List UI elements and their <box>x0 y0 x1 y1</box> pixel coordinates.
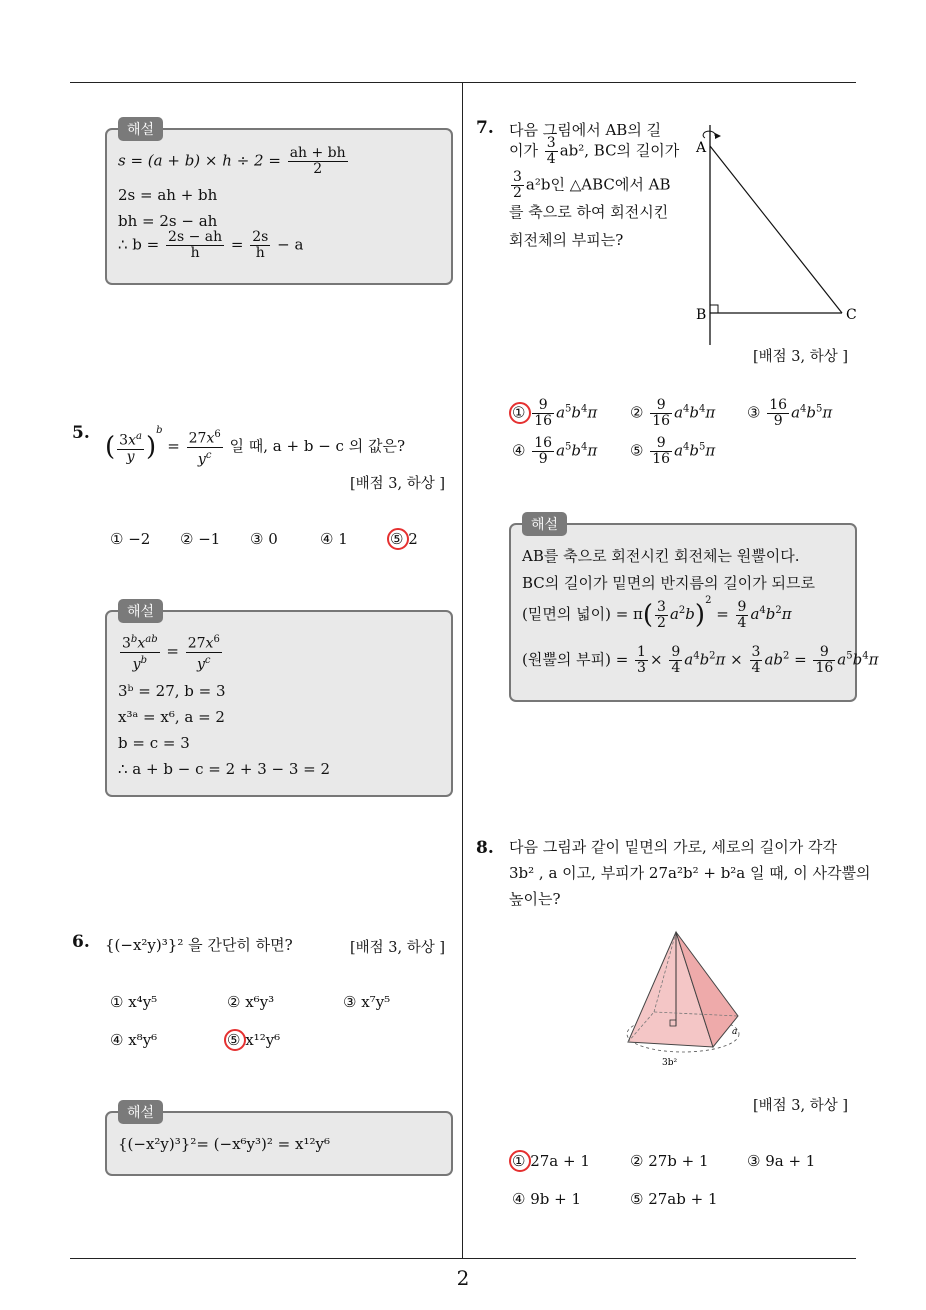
bottom-rule <box>70 1258 856 1259</box>
q8-label-3b2: 3b² <box>662 1058 678 1068</box>
column-divider <box>462 82 463 1259</box>
q5-sol-line1: $\frac{3^bx^{ab}}{y^b}$ = $\frac{27x^6}{y^c}$ <box>122 634 220 673</box>
q4-sol-line2: 2s = ah + bh <box>118 186 218 204</box>
q5-choice-3[interactable]: ③ 0 <box>250 530 278 548</box>
q8-label-a: a <box>732 1027 738 1037</box>
q6-question: {(−x²y)³}² 을 간단히 하면? <box>105 936 293 954</box>
q5-sol-line2: 3ᵇ = 27, b = 3 <box>118 682 226 700</box>
q8-line1: 다음 그림과 같이 밑면의 가로, 세로의 길이가 각각 <box>509 838 837 856</box>
q4-sol-line4: ∴ b = $\frac{2s - ah}{h}$ = $\frac{2s}{h}$ − a <box>118 229 304 261</box>
q4-solution-label: 해설 <box>118 117 163 141</box>
q7-points: [배점 3, 하상 ] <box>753 349 849 365</box>
q7-sol-line4: (원뿔의 부피) = $\frac{1}{3}$ × $\frac{9}{4}$ $a^4b^2\pi$ × $\frac{3}{4}$ $ab^2$ = $\frac{9}{16}$ $a^5b^4\pi$ <box>522 644 879 676</box>
q5-sol-line3: x³ᵃ = x⁶, a = 2 <box>118 708 225 726</box>
q5-sol-line5: ∴ a + b − c = 2 + 3 − 3 = 2 <box>118 760 331 778</box>
q7-answer-mark <box>509 402 531 424</box>
q4-solution-box <box>105 128 453 285</box>
q7-line3: $\frac{3}{2}$ a²b인 △ABC에서 AB <box>513 169 671 201</box>
q8-number: 8. <box>476 838 494 858</box>
q8-choice-4[interactable]: ④ 9b + 1 <box>512 1190 582 1208</box>
q7-solution-box <box>509 523 879 702</box>
q7-label-c: C <box>846 307 857 323</box>
q8-choice-2[interactable]: ② 27b + 1 <box>630 1152 709 1170</box>
q7-triangle-figure <box>690 120 870 350</box>
q6-choice-4[interactable]: ④ x⁸y⁶ <box>110 1031 158 1049</box>
q5-answer-mark <box>387 528 409 550</box>
q6-number: 6. <box>72 932 90 952</box>
q7-label-a: A <box>696 140 707 156</box>
q6-solution-label: 해설 <box>118 1100 163 1124</box>
q6-points: [배점 3, 하상 ] <box>350 940 446 956</box>
q8-choice-1[interactable]: ① 27a + 1 <box>512 1152 590 1170</box>
q6-choice-2[interactable]: ② x⁶y³ <box>227 993 275 1011</box>
q7-line1: 다음 그림에서 AB의 길 <box>509 121 662 139</box>
q7-choice-2[interactable]: ② $\frac{9}{16}$ $a^4b^4\pi$ <box>630 397 716 429</box>
q7-label-b: B <box>696 307 707 323</box>
q7-sol-line1: AB를 축으로 회전시킨 회전체는 원뿔이다. <box>522 547 800 565</box>
q5-question: ( $\frac{3x^a}{y}$ )$^b$ = $\frac{27x^6}{y^c}$ 일 때, a + b − c 의 값은? <box>105 425 406 468</box>
q8-answer-mark <box>509 1150 531 1172</box>
q5-choice-5[interactable]: ⑤ 2 <box>390 530 418 548</box>
q6-choice-5[interactable]: ⑤ x¹²y⁶ <box>227 1031 281 1049</box>
q8-line2: 3b² , a 이고, 부피가 27a²b² + b²a 일 때, 이 사각뿔의 <box>509 864 871 882</box>
q6-answer-mark <box>224 1029 246 1051</box>
q8-points: [배점 3, 하상 ] <box>753 1098 849 1114</box>
q5-choice-2[interactable]: ② −1 <box>180 530 221 548</box>
q5-solution-label: 해설 <box>118 599 163 623</box>
q7-choice-3[interactable]: ③ $\frac{16}{9}$ $a^4b^5\pi$ <box>747 397 833 429</box>
q8-choice-3[interactable]: ③ 9a + 1 <box>747 1152 816 1170</box>
q6-choice-3[interactable]: ③ x⁷y⁵ <box>343 993 391 1011</box>
q6-sol-line: {(−x²y)³}²= (−x⁶y³)² = x¹²y⁶ <box>118 1135 330 1153</box>
q5-sol-line4: b = c = 3 <box>118 734 190 752</box>
q7-line4: 를 축으로 하여 회전시킨 <box>509 203 669 221</box>
q5-solution-box <box>105 610 453 797</box>
q7-choice-4[interactable]: ④ $\frac{16}{9}$ $a^5b^4\pi$ <box>512 435 598 467</box>
q5-number: 5. <box>72 423 90 443</box>
q7-solution-label: 해설 <box>522 512 567 536</box>
q5-choice-1[interactable]: ① −2 <box>110 530 151 548</box>
q4-sol-line1: s = (a + b) × h ÷ 2 = $\frac{ah + bh}{2}$ <box>118 145 346 177</box>
q8-line3: 높이는? <box>509 890 561 908</box>
q4-sol-line3: bh = 2s − ah <box>118 212 218 230</box>
page-number: 2 <box>456 1266 470 1290</box>
q7-sol-line2: BC의 길이가 밑면의 반지름의 길이가 되므로 <box>522 574 815 592</box>
q5-points: [배점 3, 하상 ] <box>350 476 446 492</box>
q8-pyramid-figure <box>618 924 748 1069</box>
q7-number: 7. <box>476 118 494 138</box>
q7-line5: 회전체의 부피는? <box>509 231 624 249</box>
q6-choice-1[interactable]: ① x⁴y⁵ <box>110 993 158 1011</box>
q7-choice-5[interactable]: ⑤ $\frac{9}{16}$ $a^4b^5\pi$ <box>630 435 716 467</box>
q7-line2: 이가 $\frac{3}{4}$ ab², BC의 길이가 <box>509 135 680 167</box>
q5-choice-4[interactable]: ④ 1 <box>320 530 348 548</box>
q8-choice-5[interactable]: ⑤ 27ab + 1 <box>630 1190 718 1208</box>
q7-sol-line3: (밑면의 넓이) = π( $\frac{3}{2}$ $a^2b)^2$ = $\frac{9}{4}$ $a^4b^2\pi$ <box>522 595 792 631</box>
top-rule <box>70 82 856 83</box>
q7-choice-1[interactable]: ① $\frac{9}{16}$ $a^5b^4\pi$ <box>512 397 598 429</box>
